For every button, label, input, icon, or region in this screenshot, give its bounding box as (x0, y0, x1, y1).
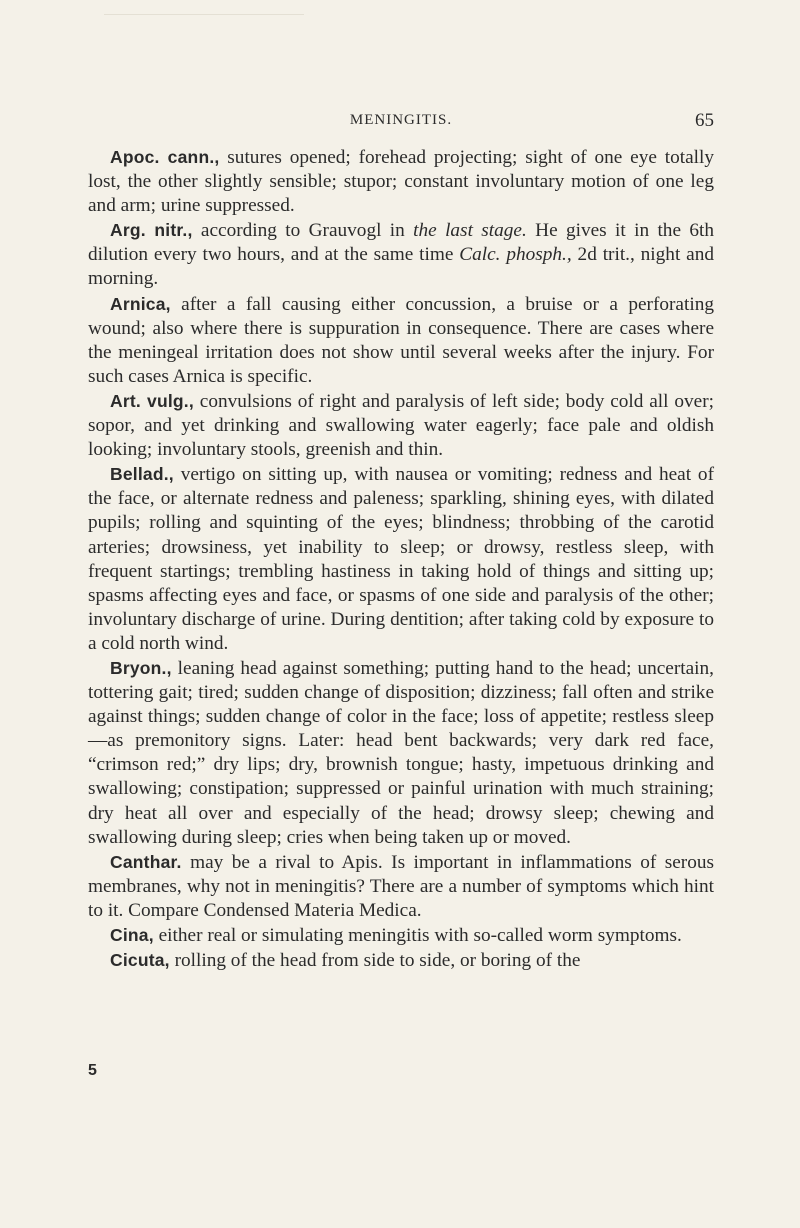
body-text (88, 145, 714, 973)
remedy-description: rolling of the head from side to side, or boring of the (169, 950, 581, 972)
remedy-description: leaning head against something; putting hand to the head; uncertain, tottering gait; tired; sudden change of disposition; dizziness; fall often and strike against things; sudden change of color in the face; loss of appetite; restless sleep—as premonitory signs. Later: head bent backwards; very dark red face, “crimson red;” dry lips; dry, brownish tongue; hasty, impetuous drinking and swallowing; constipation; suppressed or painful urination with much straining; dry heat all over and especially of the head; drowsy sleep; chewing and swallowing during sleep; cries when being taken up or moved. (88, 657, 714, 848)
remedy-name: Arg. nitr., (110, 220, 193, 241)
remedy-description: after a fall causing either concussion, a bruise or a perforating wound; also where there is suppuration in consequence. There are cases where the meningeal irritation does not show until several weeks after the injury. For such cases Arnica is specific. (88, 293, 714, 387)
remedy-entry-cicuta (88, 948, 714, 973)
emphasis-text: Calc. phosph., (459, 244, 572, 266)
remedy-description: He gives it in the 6th dilution every two hours, and at the same time (88, 220, 715, 266)
remedy-description: convulsions of right and paralysis of left side; body cold all over; sopor, and yet drinking and swallowing water eagerly; face pale and oldish looking; involuntary stools, greenish and thin. (88, 390, 714, 461)
remedy-description: vertigo on sitting up, with nausea or vomiting; redness and heat of the face, or alternate redness and paleness; sparkling, shining eyes, with dilated pupils; rolling and squinting of the eyes; blindness; throbbing of the carotid arteries; drowsiness, yet inability to sleep; or drowsy, restless sleep, with frequent startings; trembling hastiness in taking hold of things and sitting up; spasms affecting eyes and face, or spasms of one side and paralysis of the other; involuntary discharge of urine. During dentition; after taking cold by exposure to a cold north wind. (88, 464, 714, 654)
running-title: MENINGITIS. (349, 112, 453, 128)
page-edge-line (104, 0, 304, 15)
remedy-entry-apoc-cann (88, 145, 714, 218)
remedy-description: according to Grauvogl in (192, 220, 414, 242)
signature-mark: 5 (88, 1062, 97, 1079)
remedy-name: Apoc. cann., (110, 147, 220, 167)
remedy-description: sutures opened; forehead projecting; sight of one eye totally lost, the other slightly sensible; stupor; constant involuntary motion of one leg and arm; urine suppressed. (88, 147, 714, 217)
remedy-name: Cina, (110, 925, 154, 945)
remedy-entry-bryon (88, 656, 714, 850)
remedy-entry-cina (88, 923, 714, 948)
page-number: 65 (695, 110, 714, 131)
remedy-description: either real or simulating meningitis with so-called worm symptoms. (153, 925, 682, 946)
remedy-entry-bellad (88, 462, 714, 656)
remedy-name: Bellad., (110, 464, 174, 485)
running-head (88, 112, 714, 136)
remedy-entry-arnica (88, 292, 714, 389)
remedy-name: Canthar. (110, 851, 182, 872)
remedy-name: Cicuta, (110, 950, 170, 971)
remedy-entry-arg-nitr (88, 218, 714, 291)
emphasis-text: the last stage. (413, 220, 527, 242)
remedy-description: 2d trit., night and morning. (88, 244, 714, 290)
remedy-description: may be a rival to Apis. Is important in inflammations of serous membranes, why not in meningitis? There are a number of symptoms which hint to it. Compare Condensed Materia Medica. (88, 851, 714, 921)
remedy-entry-art-vulg (88, 389, 714, 462)
remedy-name: Arnica, (110, 293, 171, 314)
remedy-name: Bryon., (110, 657, 172, 678)
remedy-entry-canthar (88, 850, 714, 923)
remedy-name: Art. vulg., (110, 390, 194, 411)
